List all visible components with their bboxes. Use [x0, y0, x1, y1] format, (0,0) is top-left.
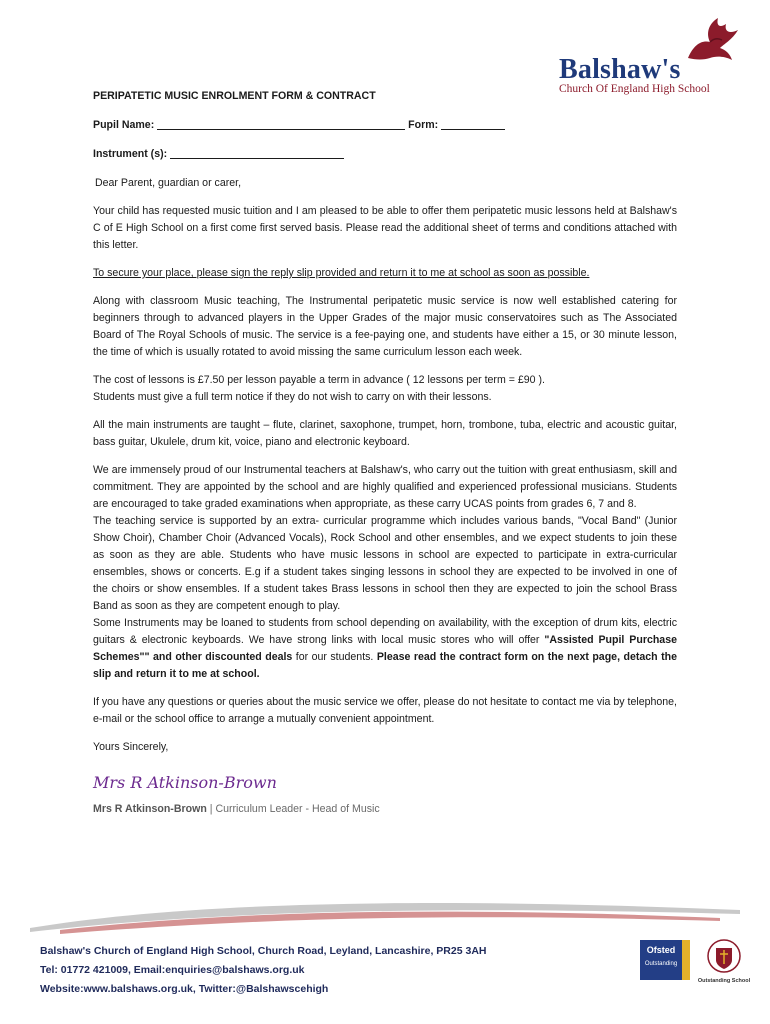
logo-name: Balshaw's [559, 54, 681, 85]
school-logo [555, 14, 745, 96]
closing: Yours Sincerely, [93, 741, 169, 753]
signer-role: Curriculum Leader - Head of Music [215, 803, 380, 815]
paragraph-cost: The cost of lessons is £7.50 per lesson payable a term in advance ( 12 lessons per term = £90 ). [93, 374, 545, 386]
paragraph-extracurricular: The teaching service is supported by an extra- curricular programme which includes various bands, "Vocal Band" (Junior Show Choir), Chamber Choir (Advanced Vocals), Rock School and other ensembles, and we expect students to join these as soon as they are able. Students who have music lessons in school are expected to participate in extra-curricular ensembles, shows or concerts. E.g if a student takes singing lessons in school they are expected to be involved in one of the choirs or show ensembles. If a student takes Brass lessons in school then they are expected to join the school Brass Band as soon as they are competent enough to play. [93, 515, 677, 612]
form-label: Form: [408, 119, 439, 131]
signer-line [93, 801, 677, 818]
logo-subtitle: Church Of England High School [559, 83, 710, 95]
loans-text: Some Instruments may be loaned to students from school depending on availability, with the exception of drum kits, electric guitars & electronic keyboards. We have strong links with local music stores who will offer [93, 617, 677, 646]
footer-address: Balshaw's Church of England High School, Church Road, Leyland, Lancashire, PR25 3AH [40, 945, 487, 957]
paragraph-questions: If you have any questions or queries about the music service we offer, please do not hesitate to contact me via by telephone, e-mail or the school office to arrange a mutually convenient appointment. [93, 696, 677, 725]
ofsted-badge-sub: Outstanding [644, 961, 678, 967]
footer [40, 942, 487, 999]
ofsted-year-stripe [682, 940, 690, 980]
pupil-name-field[interactable] [157, 117, 405, 130]
paragraph-notice: Students must give a full term notice if they do not wish to carry on with their lessons. [93, 391, 492, 403]
contract-instruction: Please read the contract form on the next page, detach the slip and return it to me at school. [93, 651, 677, 680]
paragraph-intro: Your child has requested music tuition and I am pleased to be able to offer them peripatetic music lessons held at Balshaw's C of E High School on a first come first served basis. Please read the additional sheet of terms and conditions attached with this letter. [93, 205, 677, 251]
dragon-crest-icon [680, 14, 742, 62]
footer-web: Website:www.balshaws.org.uk, Twitter:@Balshawscehigh [40, 983, 329, 995]
loans-scheme: "Assisted Pupil Purchase Schemes"" and other discounted deals [93, 634, 677, 663]
paragraph-secure-place: To secure your place, please sign the reply slip provided and return it to me at school as soon as possible. [93, 267, 590, 279]
paragraph-loans [93, 615, 677, 683]
letter-body [93, 88, 677, 818]
form-field[interactable] [441, 117, 505, 130]
pupil-name-label: Pupil Name: [93, 119, 155, 131]
signer-name: Mrs R Atkinson-Brown [93, 803, 207, 815]
instrument-line [93, 146, 677, 163]
footer-swoosh-graphic [0, 880, 770, 940]
ofsted-badge-label: Ofsted [646, 945, 676, 955]
footer-contact: Tel: 01772 421009, Email:enquiries@balshaws.org.uk [40, 964, 305, 976]
pupil-name-line [93, 117, 677, 134]
paragraph-instruments: All the main instruments are taught – flute, clarinet, saxophone, trumpet, horn, trombone, tuba, electric and acoustic guitar, bass guitar, Ukulele, drum kit, voice, piano and electronic keyboard. [93, 419, 677, 448]
loans-text-2: for our students. [292, 651, 377, 663]
instrument-label: Instrument (s): [93, 148, 168, 160]
signature: Mrs R Atkinson-Brown [93, 773, 277, 792]
paragraph-service: Along with classroom Music teaching, The Instrumental peripatetic music service is now well established catering for beginners through to advanced players in the Upper Grades of the major music conservatoires such as The Associated Board of The Royal Schools of music. The service is a fee-paying one, and students have either a 15, or 30 minute lesson, the time of which is usually rotated to avoid missing the same curriculum lesson each week. [93, 295, 677, 358]
instrument-field[interactable] [170, 146, 344, 159]
form-title: PERIPATETIC MUSIC ENROLMENT FORM & CONTRACT [93, 90, 376, 102]
signer-separator: | [206, 803, 216, 815]
school-badge-label: Outstanding School [697, 978, 751, 984]
greeting: Dear Parent, guardian or carer, [95, 177, 242, 189]
paragraph-teachers: We are immensely proud of our Instrumental teachers at Balshaw's, who carry out the tuition with great enthusiasm, skill and commitment. They are appointed by the school and are highly qualified and experienced professional musicians. Students are encouraged to take graded examinations when appropriate, as these carry UCAS points from grades 6, 7 and 8. [93, 464, 677, 510]
ofsted-badge [640, 940, 682, 980]
